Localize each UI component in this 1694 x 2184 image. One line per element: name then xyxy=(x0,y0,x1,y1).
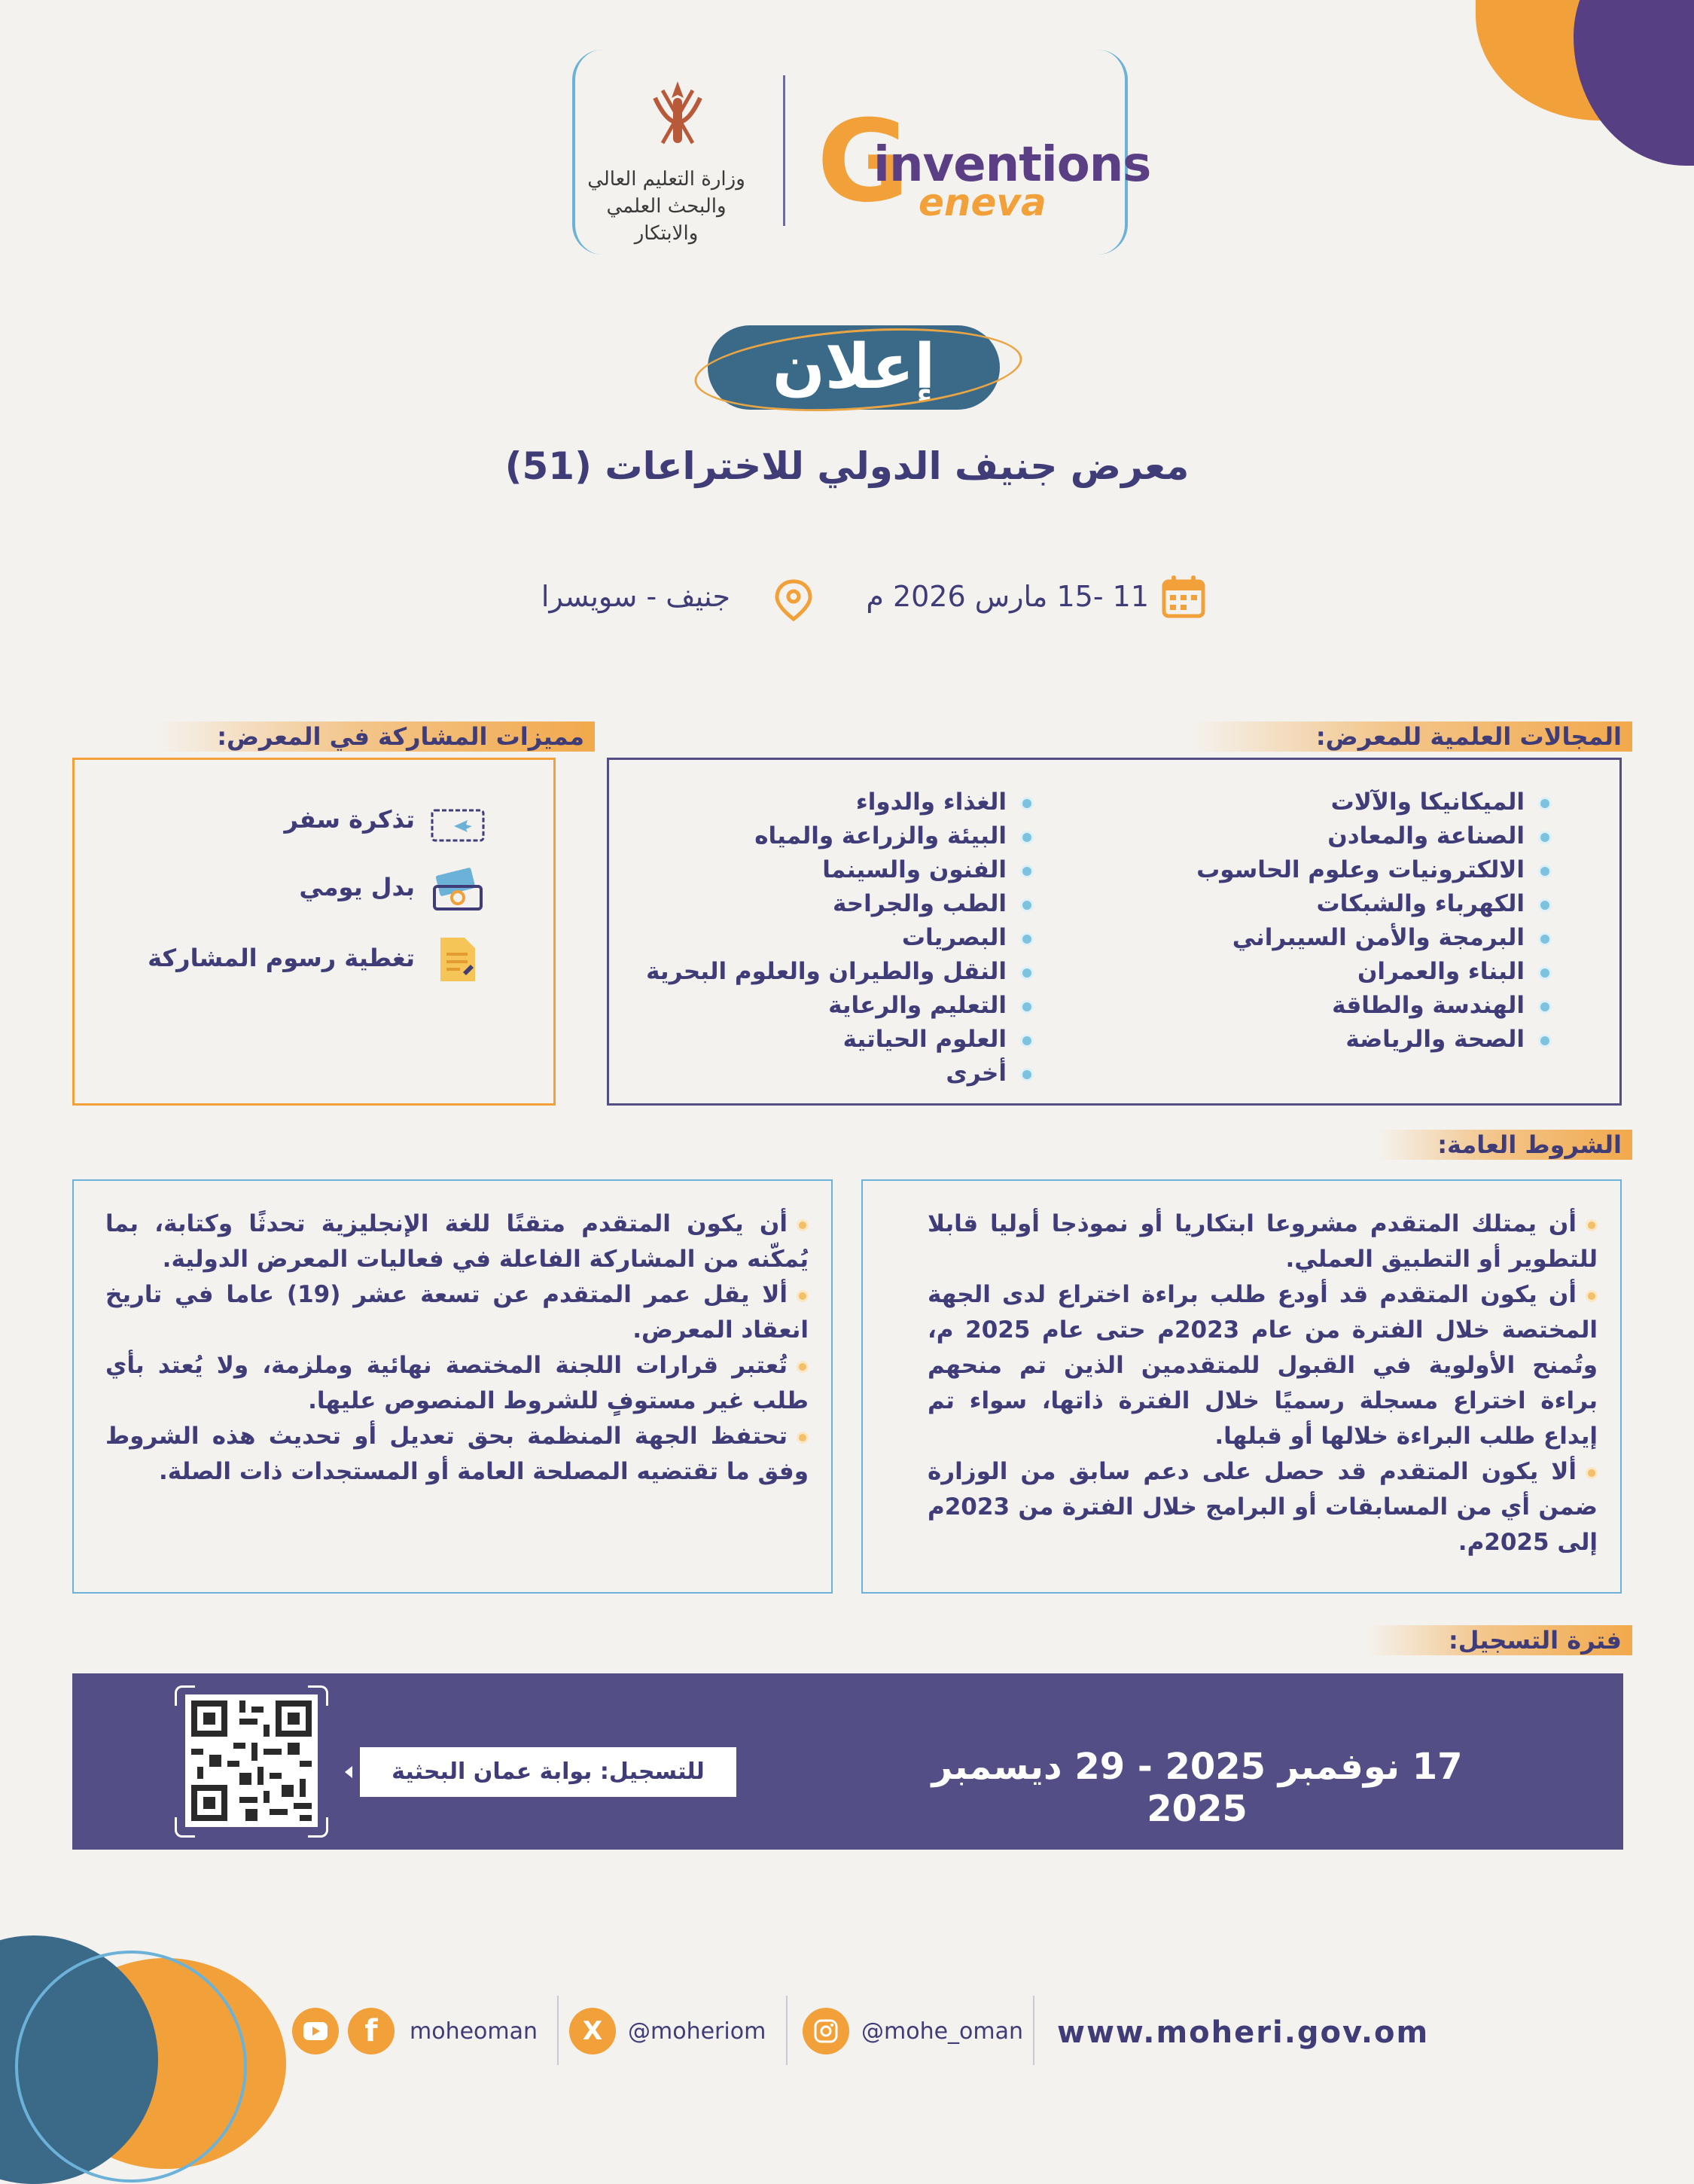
condition-item xyxy=(105,1206,809,1277)
bullet-icon xyxy=(1538,1034,1552,1048)
fields-box xyxy=(607,758,1622,1106)
condition-text: أن يكون المتقدم متقنًا للغة الإنجليزية تحدثًا وكتابة، بما يُمكّنه من المشاركة الفاعلة في فعاليات المعرض الدولية. xyxy=(105,1210,809,1273)
location-pin-icon xyxy=(772,578,815,624)
bullet-icon xyxy=(1020,898,1034,912)
field-item xyxy=(612,853,1034,887)
field-item-label: الالكترونيات وعلوم الحاسوب xyxy=(1196,856,1525,883)
condition-item xyxy=(105,1277,809,1348)
field-item xyxy=(612,989,1034,1023)
bullet-icon xyxy=(1020,1000,1034,1014)
perk-fees-coverage: تغطية رسوم المشاركة xyxy=(148,944,415,972)
perks-box xyxy=(72,758,556,1106)
bullet-icon xyxy=(1020,1034,1034,1048)
field-item xyxy=(1130,1023,1552,1057)
field-item xyxy=(1130,887,1552,921)
event-location: جنيف - سويسرا xyxy=(541,580,730,613)
instagram-group xyxy=(803,2007,1023,2055)
field-item-label: الطب والجراحة xyxy=(832,890,1007,917)
arrow-left-icon xyxy=(345,1766,352,1778)
corner-blob-purple-top xyxy=(1574,0,1694,166)
field-item xyxy=(1130,785,1552,819)
condition-text: ألا يقل عمر المتقدم عن تسعة عشر (19) عاما في تاريخ انعقاد المعرض. xyxy=(105,1281,809,1344)
field-item xyxy=(612,887,1034,921)
fields-list-left xyxy=(612,785,1034,1090)
x-handle[interactable]: @moheriom xyxy=(628,2018,766,2045)
geneva-logo-inventions: inventions xyxy=(873,137,1151,193)
oman-emblem-icon xyxy=(640,75,715,158)
field-item xyxy=(612,1057,1034,1090)
field-item-label: الصحة والرياضة xyxy=(1345,1026,1525,1053)
bullet-icon xyxy=(1538,966,1552,980)
field-item xyxy=(612,1023,1034,1057)
perk-row-allowance xyxy=(299,873,415,901)
x-icon[interactable]: X xyxy=(569,2008,616,2054)
field-item-label: الهندسة والطاقة xyxy=(1332,992,1525,1019)
condition-item xyxy=(928,1206,1598,1277)
field-item-label: الفنون والسينما xyxy=(822,856,1007,883)
bullet-icon xyxy=(1020,865,1034,878)
condition-text: تُعتبر قرارات اللجنة المختصة نهائية وملزمة، ولا يُعتد بأي طلب غير مستوفٍ للشروط المنصوص عليها. xyxy=(105,1352,809,1414)
conditions-box-left xyxy=(72,1179,833,1594)
condition-item xyxy=(105,1419,809,1490)
logo-divider xyxy=(783,75,785,226)
bullet-icon xyxy=(1538,932,1552,946)
footer-divider-2 xyxy=(786,1996,788,2065)
field-item-label: البرمجة والأمن السيبراني xyxy=(1232,924,1525,951)
condition-item xyxy=(105,1348,809,1419)
field-item xyxy=(612,785,1034,819)
conditions-list-left xyxy=(105,1206,809,1490)
condition-text: أن يكون المتقدم قد أودع طلب براءة اختراع لدى الجهة المختصة خلال الفترة من عام 2023م حتى عام 2025 م، وتُمنح الأولوية في القبول للمتقدمين الذين تم منحهم براءة اختراع مسجلة رسميًا خلال الفترة ذاتها، سواء تم إيداع طلب البراءة خلالها أو قبلها. xyxy=(928,1281,1598,1450)
research-portal-button[interactable]: للتسجيل: بوابة عمان البحثية xyxy=(360,1747,736,1797)
instagram-handle[interactable]: @mohe_oman xyxy=(861,2018,1024,2045)
bullet-icon xyxy=(1020,1068,1034,1081)
facebook-icon[interactable]: f xyxy=(348,2008,395,2054)
field-item-label: الميكانيكا والآلات xyxy=(1330,788,1525,816)
announcement-badge: إعلان xyxy=(708,325,1000,410)
bullet-icon xyxy=(1538,797,1552,810)
ministry-name xyxy=(572,166,760,247)
condition-item xyxy=(928,1277,1598,1454)
field-item-label: أخرى xyxy=(946,1060,1007,1087)
condition-item xyxy=(928,1454,1598,1560)
bullet-icon xyxy=(1020,966,1034,980)
youtube-icon[interactable] xyxy=(292,2008,339,2054)
bullet-icon xyxy=(1586,1467,1598,1479)
condition-text: ألا يكون المتقدم قد حصل على دعم سابق من الوزارة ضمن أي من المسابقات أو البرامج خلال الفترة من 2023م إلى 2025م. xyxy=(928,1458,1598,1556)
corner-line-bottom xyxy=(15,1951,247,2182)
bullet-icon xyxy=(1020,831,1034,844)
field-item-label: البصريات xyxy=(901,924,1007,951)
ministry-line1: وزارة التعليم العالي xyxy=(587,168,745,191)
registration-dates: 17 نوفمبر 2025 - 29 ديسمبر 2025 xyxy=(931,1746,1463,1830)
x-group xyxy=(569,2007,766,2055)
field-item-label: النقل والطيران والعلوم البحرية xyxy=(646,958,1007,985)
bullet-icon xyxy=(797,1361,809,1373)
perk-travel-ticket: تذكرة سفر xyxy=(284,805,415,834)
bullet-icon xyxy=(1538,831,1552,844)
ticket-icon xyxy=(430,808,486,843)
field-item-label: الصناعة والمعادن xyxy=(1327,822,1525,850)
field-item-label: التعليم والرعاية xyxy=(828,992,1007,1019)
qr-code-icon[interactable] xyxy=(185,1694,318,1827)
field-item-label: البناء والعمران xyxy=(1357,958,1525,985)
conditions-list-right xyxy=(928,1206,1598,1560)
perks-heading: مميزات المشاركة في المعرض: xyxy=(155,721,595,752)
field-item xyxy=(1130,955,1552,989)
field-item xyxy=(612,921,1034,955)
perk-row-ticket xyxy=(285,805,415,834)
bullet-icon xyxy=(1586,1219,1598,1231)
fields-heading: المجالات العلمية للمعرض: xyxy=(1190,721,1632,752)
bullet-icon xyxy=(797,1432,809,1444)
perk-daily-allowance: بدل يومي xyxy=(299,873,415,901)
field-item-label: العلوم الحياتية xyxy=(842,1026,1007,1053)
calendar-icon xyxy=(1159,572,1208,621)
bullet-icon xyxy=(1538,898,1552,912)
condition-text: أن يمتلك المتقدم مشروعا ابتكاريا أو نموذجا أوليا قابلا للتطوير أو التطبيق العملي. xyxy=(928,1210,1598,1273)
youtube-facebook-group xyxy=(292,2007,538,2055)
ministry-line2: والبحث العلمي والابتكار xyxy=(606,195,727,245)
money-icon xyxy=(430,865,486,914)
bullet-icon xyxy=(797,1219,809,1231)
field-item xyxy=(612,955,1034,989)
conditions-box-right xyxy=(861,1179,1622,1594)
field-item xyxy=(1130,853,1552,887)
page-title: معرض جنيف الدولي للاختراعات (51) xyxy=(504,444,1190,488)
fields-list-right xyxy=(1130,785,1552,1057)
field-item xyxy=(612,819,1034,853)
registration-heading: فترة التسجيل: xyxy=(1366,1625,1632,1655)
field-item-label: الكهرباء والشبكات xyxy=(1316,890,1525,917)
field-item xyxy=(1130,921,1552,955)
field-item xyxy=(1130,819,1552,853)
bullet-icon xyxy=(797,1290,809,1302)
footer-divider-3 xyxy=(1033,1996,1034,2065)
instagram-icon[interactable] xyxy=(803,2008,849,2054)
bullet-icon xyxy=(1586,1290,1598,1302)
field-item-label: البيئة والزراعة والمياه xyxy=(754,822,1007,850)
event-dates: 11 -15 مارس 2026 م xyxy=(866,580,1149,613)
bullet-icon xyxy=(1020,932,1034,946)
facebook-youtube-handle[interactable]: moheoman xyxy=(410,2018,538,2045)
document-icon xyxy=(437,935,478,984)
bullet-icon xyxy=(1020,797,1034,810)
condition-text: تحتفظ الجهة المنظمة بحق تعديل أو تحديث هذه الشروط وفق ما تقتضيه المصلحة العامة أو المستجدات ذات الصلة. xyxy=(105,1423,809,1485)
field-item xyxy=(1130,989,1552,1023)
geneva-logo-g: G xyxy=(817,96,910,227)
bullet-icon xyxy=(1538,865,1552,878)
website-link[interactable]: www.moheri.gov.om xyxy=(1057,2015,1430,2050)
bullet-icon xyxy=(1538,1000,1552,1014)
conditions-heading: الشروط العامة: xyxy=(1378,1130,1632,1160)
perk-row-fees xyxy=(148,944,415,972)
geneva-logo-eneva: eneva xyxy=(919,181,1047,224)
field-item-label: الغذاء والدواء xyxy=(855,788,1007,816)
footer-divider-1 xyxy=(557,1996,559,2065)
